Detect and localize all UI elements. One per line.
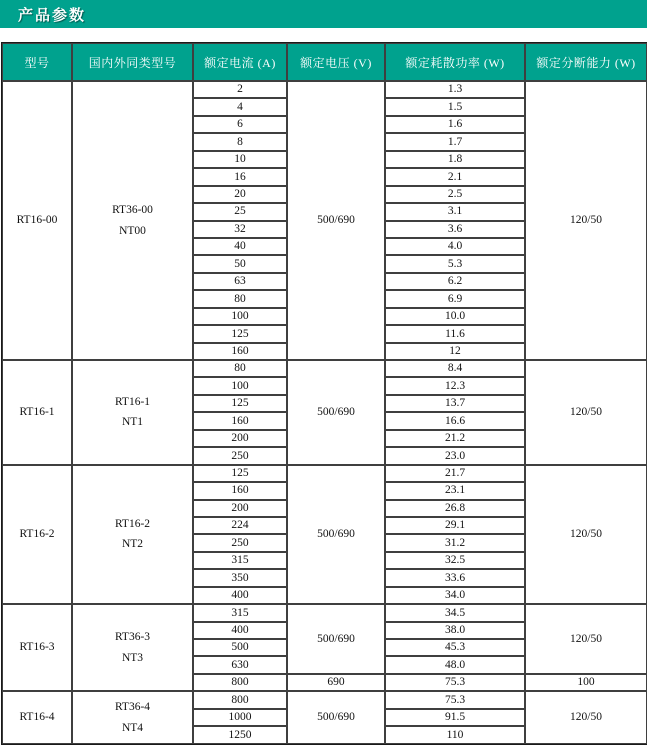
equivalent-line: RT16-1	[114, 395, 151, 408]
equivalent-line: RT36-00	[112, 203, 153, 216]
cell-breaking: 120/50	[525, 360, 647, 465]
cell-current: 63	[193, 273, 287, 290]
cell-power: 21.2	[385, 430, 525, 447]
cell-current: 350	[193, 569, 287, 586]
cell-current: 100	[193, 377, 287, 394]
cell-breaking: 120/50	[525, 465, 647, 605]
table-row	[2, 81, 647, 98]
cell-model: RT16-2	[2, 465, 72, 605]
cell-equivalent	[72, 465, 193, 605]
cell-current: 4	[193, 98, 287, 115]
equivalent-line: RT36-3	[114, 631, 151, 644]
cell-current: 2	[193, 81, 287, 98]
cell-power: 45.3	[385, 639, 525, 656]
cell-breaking: 120/50	[525, 691, 647, 744]
table-row	[2, 691, 647, 708]
cell-power: 91.5	[385, 709, 525, 726]
cell-current: 224	[193, 517, 287, 534]
cell-current: 125	[193, 465, 287, 482]
cell-power: 13.7	[385, 395, 525, 412]
cell-power: 75.3	[385, 691, 525, 708]
cell-current: 100	[193, 308, 287, 325]
table-body	[2, 81, 647, 744]
cell-power: 6.9	[385, 290, 525, 307]
equivalent-line: NT00	[119, 224, 146, 237]
cell-current: 8	[193, 133, 287, 150]
equivalent-line: NT2	[121, 538, 144, 551]
cell-current: 25	[193, 203, 287, 220]
equivalent-line: RT16-2	[114, 517, 151, 530]
cell-equivalent	[72, 604, 193, 691]
page-title: 产品参数	[18, 6, 87, 24]
cell-current: 16	[193, 168, 287, 185]
cell-current: 40	[193, 238, 287, 255]
cell-power: 1.5	[385, 98, 525, 115]
cell-power: 38.0	[385, 622, 525, 639]
cell-current: 200	[193, 500, 287, 517]
cell-power: 34.5	[385, 604, 525, 621]
cell-power: 21.7	[385, 465, 525, 482]
cell-voltage: 500/690	[287, 81, 385, 360]
cell-current: 800	[193, 674, 287, 691]
equivalent-line: NT3	[121, 651, 144, 664]
header-row	[2, 43, 647, 81]
cell-current: 315	[193, 604, 287, 621]
cell-current: 80	[193, 290, 287, 307]
cell-current: 80	[193, 360, 287, 377]
cell-current: 400	[193, 587, 287, 604]
cell-power: 2.1	[385, 168, 525, 185]
table-header	[2, 43, 647, 81]
cell-voltage: 500/690	[287, 360, 385, 465]
table-row	[2, 360, 647, 377]
cell-power: 1.6	[385, 116, 525, 133]
cell-breaking: 120/50	[525, 81, 647, 360]
cell-power: 29.1	[385, 517, 525, 534]
cell-current: 315	[193, 552, 287, 569]
cell-power: 16.6	[385, 412, 525, 429]
cell-power: 1.3	[385, 81, 525, 98]
column-header: 额定电流 (A)	[193, 43, 287, 81]
cell-power: 26.8	[385, 500, 525, 517]
cell-current: 32	[193, 221, 287, 238]
cell-current: 50	[193, 255, 287, 272]
equivalent-line: RT36-4	[114, 701, 151, 714]
cell-breaking: 100	[525, 674, 647, 691]
cell-power: 31.2	[385, 534, 525, 551]
cell-power: 23.1	[385, 482, 525, 499]
cell-current: 1250	[193, 726, 287, 744]
cell-equivalent	[72, 360, 193, 465]
cell-current: 6	[193, 116, 287, 133]
cell-power: 12	[385, 343, 525, 360]
cell-current: 160	[193, 412, 287, 429]
cell-power: 4.0	[385, 238, 525, 255]
cell-current: 800	[193, 691, 287, 708]
cell-model: RT16-3	[2, 604, 72, 691]
cell-current: 20	[193, 186, 287, 203]
cell-power: 2.5	[385, 186, 525, 203]
cell-current: 160	[193, 482, 287, 499]
column-header: 额定耗散功率 (W)	[385, 43, 525, 81]
cell-power: 32.5	[385, 552, 525, 569]
table-row	[2, 604, 647, 621]
cell-voltage: 500/690	[287, 465, 385, 605]
column-header: 额定电压 (V)	[287, 43, 385, 81]
cell-power: 33.6	[385, 569, 525, 586]
cell-equivalent	[72, 691, 193, 744]
product-params-table-wrap	[1, 42, 646, 745]
column-header: 国内外同类型号	[72, 43, 193, 81]
cell-voltage: 500/690	[287, 691, 385, 744]
cell-current: 250	[193, 534, 287, 551]
cell-current: 1000	[193, 709, 287, 726]
cell-current: 10	[193, 151, 287, 168]
cell-model: RT16-00	[2, 81, 72, 360]
cell-power: 11.6	[385, 325, 525, 342]
cell-power: 75.3	[385, 674, 525, 691]
cell-power: 8.4	[385, 360, 525, 377]
cell-power: 110	[385, 726, 525, 744]
cell-power: 48.0	[385, 656, 525, 673]
cell-current: 500	[193, 639, 287, 656]
product-params-table	[1, 42, 647, 745]
equivalent-line: NT1	[121, 416, 144, 429]
cell-power: 34.0	[385, 587, 525, 604]
cell-power: 10.0	[385, 308, 525, 325]
column-header: 型号	[2, 43, 72, 81]
cell-equivalent	[72, 81, 193, 360]
cell-power: 1.7	[385, 133, 525, 150]
cell-current: 125	[193, 395, 287, 412]
cell-voltage: 690	[287, 674, 385, 691]
cell-current: 200	[193, 430, 287, 447]
cell-current: 125	[193, 325, 287, 342]
cell-current: 160	[193, 343, 287, 360]
cell-model: RT16-1	[2, 360, 72, 465]
cell-power: 5.3	[385, 255, 525, 272]
cell-voltage: 500/690	[287, 604, 385, 674]
cell-current: 400	[193, 622, 287, 639]
equivalent-line: NT4	[121, 721, 144, 734]
cell-breaking: 120/50	[525, 604, 647, 674]
cell-power: 3.6	[385, 221, 525, 238]
column-header: 额定分断能力 (W)	[525, 43, 647, 81]
table-row	[2, 465, 647, 482]
cell-power: 23.0	[385, 447, 525, 464]
cell-current: 250	[193, 447, 287, 464]
cell-current: 630	[193, 656, 287, 673]
section-title-bar	[0, 0, 647, 28]
cell-model: RT16-4	[2, 691, 72, 744]
cell-power: 3.1	[385, 203, 525, 220]
cell-power: 1.8	[385, 151, 525, 168]
cell-power: 6.2	[385, 273, 525, 290]
cell-power: 12.3	[385, 377, 525, 394]
